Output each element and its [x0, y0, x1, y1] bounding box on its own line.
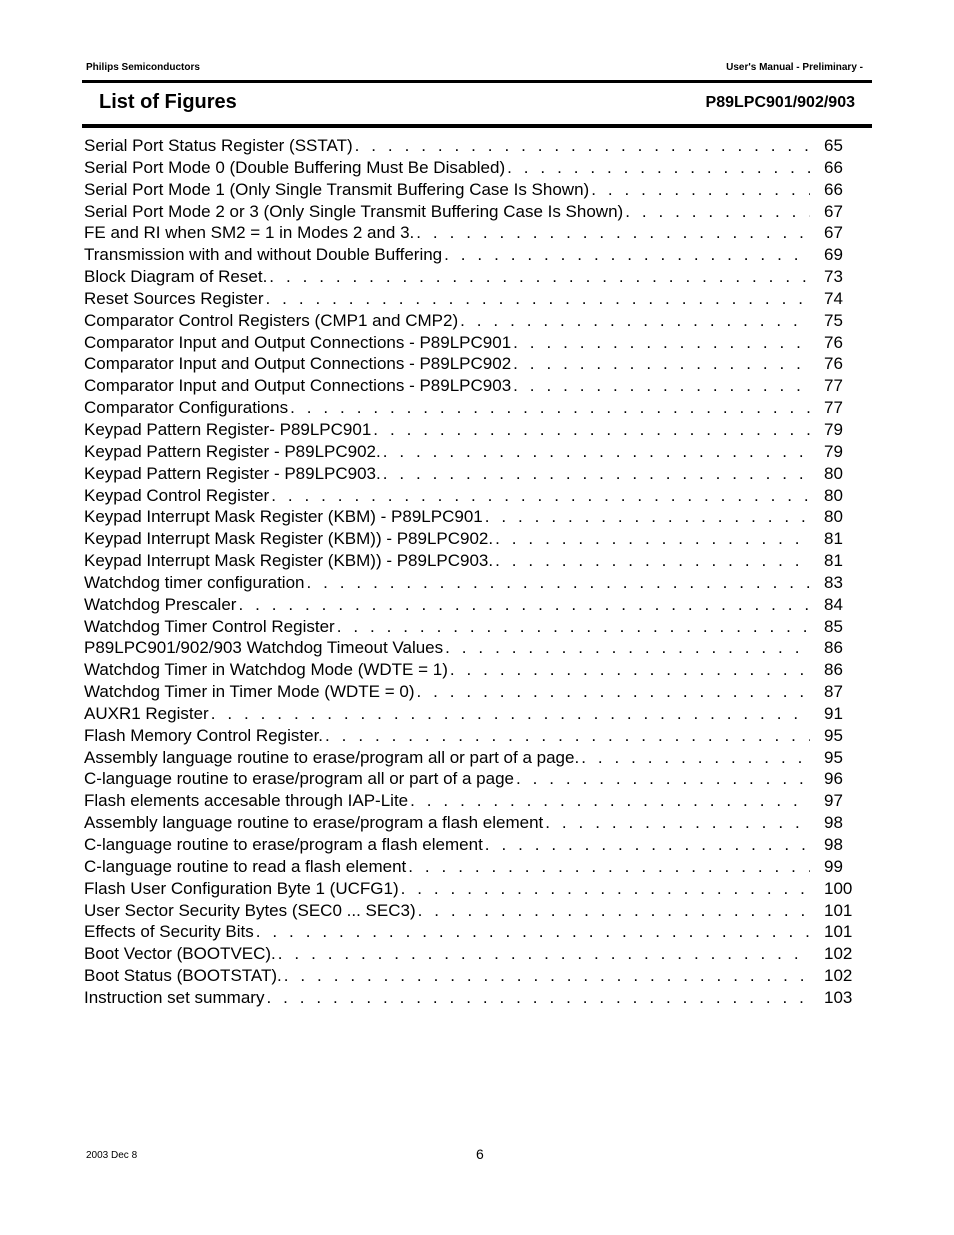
toc-entry-title: Boot Status (BOOTSTAT). — [84, 966, 282, 986]
toc-entry-page: 101 — [824, 900, 853, 920]
header-company: Philips Semiconductors — [86, 62, 200, 73]
toc-entry[interactable] — [84, 572, 864, 594]
toc-entry[interactable] — [84, 353, 864, 375]
toc-entry[interactable] — [84, 834, 864, 856]
toc-entry[interactable] — [84, 463, 864, 485]
toc-entry-page: 81 — [824, 529, 843, 549]
toc-entry-page: 95 — [824, 747, 843, 767]
toc-dot-leader — [266, 288, 810, 310]
toc-entry-page: 67 — [824, 201, 843, 221]
toc-entry-title: Effects of Security Bits — [84, 922, 254, 942]
toc-entry-title: User Sector Security Bytes (SEC0 ... SEC3) — [84, 900, 416, 920]
toc-entry[interactable] — [84, 441, 864, 463]
toc-entry-title: Keypad Interrupt Mask Register (KBM) - P89LPC901 — [84, 507, 483, 527]
toc-entry[interactable] — [84, 900, 864, 922]
toc-entry-title: Comparator Control Registers (CMP1 and CMP2) — [84, 310, 459, 330]
toc-entry[interactable] — [84, 637, 864, 659]
toc-entry-page: 73 — [824, 267, 843, 287]
toc-entry-page: 87 — [824, 682, 843, 702]
toc-entry-title: Assembly language routine to erase/program all or part of a page. — [84, 747, 580, 767]
toc-dot-leader — [408, 856, 810, 878]
toc-entry-title: P89LPC901/902/903 Watchdog Timeout Values — [84, 638, 444, 658]
toc-dot-leader — [278, 943, 810, 965]
toc-dot-leader — [238, 594, 810, 616]
toc-entry-page: 91 — [824, 703, 843, 723]
toc-dot-leader — [383, 441, 810, 463]
toc-entry-page: 77 — [824, 398, 843, 418]
toc-entry-title: Serial Port Mode 0 (Double Buffering Must Be Disabled) — [84, 157, 506, 177]
toc-dot-leader — [445, 637, 810, 659]
toc-entry-title: Serial Port Mode 2 or 3 (Only Single Transmit Buffering Case Is Shown) — [84, 201, 624, 221]
toc-dot-leader — [266, 987, 810, 1009]
toc-entry[interactable] — [84, 485, 864, 507]
toc-dot-leader — [416, 222, 810, 244]
toc-entry[interactable] — [84, 157, 864, 179]
toc-dot-leader — [460, 310, 810, 332]
toc-entry-page: 80 — [824, 485, 843, 505]
toc-dot-leader — [545, 812, 810, 834]
toc-entry-title: Flash Memory Control Register. — [84, 725, 324, 745]
toc-entry-page: 84 — [824, 594, 843, 614]
toc-entry-page: 81 — [824, 551, 843, 571]
toc-entry[interactable] — [84, 288, 864, 310]
toc-dot-leader — [513, 332, 810, 354]
header-top-rule — [82, 80, 872, 83]
part-number: P89LPC901/902/903 — [705, 94, 855, 111]
toc-entry-page: 101 — [824, 922, 853, 942]
toc-entry-page: 98 — [824, 835, 843, 854]
toc-entry[interactable] — [84, 201, 864, 223]
toc-entry-page: 86 — [824, 638, 843, 658]
header-manual-label: User's Manual - Preliminary - — [726, 62, 863, 73]
toc-entry-page: 76 — [824, 354, 843, 374]
toc-entry[interactable] — [84, 725, 864, 747]
toc-entry-page: 96 — [824, 769, 843, 789]
toc-entry[interactable] — [84, 506, 864, 528]
toc-dot-leader — [373, 419, 810, 441]
toc-dot-leader — [485, 506, 810, 528]
toc-entry-title: Reset Sources Register — [84, 288, 264, 308]
toc-entry-title: Comparator Input and Output Connections - P89LPC901 — [84, 332, 512, 352]
toc-entry[interactable] — [84, 594, 864, 616]
toc-entry-title: Boot Vector (BOOTVEC). — [84, 944, 276, 964]
toc-entry-page: 83 — [824, 572, 843, 592]
toc-entry-title: Comparator Input and Output Connections - P89LPC903 — [84, 376, 512, 396]
toc-entry-page: 102 — [824, 966, 853, 986]
toc-entry[interactable] — [84, 659, 864, 681]
toc-dot-leader — [271, 485, 810, 507]
toc-entry-page: 95 — [824, 725, 843, 745]
toc-entry-page: 86 — [824, 660, 843, 680]
toc-entry-title: C-language routine to erase/program a flash element — [84, 835, 483, 854]
toc-entry-title: Watchdog Timer in Watchdog Mode (WDTE = 1) — [84, 660, 448, 680]
toc-entry-page: 77 — [824, 376, 843, 396]
toc-entry[interactable] — [84, 790, 864, 812]
toc-entry-page: 97 — [824, 791, 843, 811]
toc-entry[interactable] — [84, 244, 864, 266]
toc-entry-page: 85 — [824, 616, 843, 636]
toc-entry-title: Watchdog Timer in Timer Mode (WDTE = 0) — [84, 682, 415, 702]
toc-dot-leader — [211, 703, 810, 725]
toc-entry[interactable] — [84, 943, 864, 965]
toc-dot-leader — [513, 375, 810, 397]
toc-entry[interactable] — [84, 179, 864, 201]
toc-entry[interactable] — [84, 987, 864, 1009]
toc-dot-leader — [513, 353, 810, 375]
toc-entry-page: 79 — [824, 419, 843, 439]
toc-entry-title: Flash elements accesable through IAP-Lite — [84, 791, 409, 811]
toc-entry-title: Comparator Input and Output Connections - P89LPC902 — [84, 354, 512, 374]
toc-entry[interactable] — [84, 310, 864, 332]
footer-page-number: 6 — [476, 1146, 484, 1162]
toc-entry[interactable] — [84, 856, 864, 878]
toc-entry-page: 74 — [824, 288, 843, 308]
toc-dot-leader — [269, 266, 810, 288]
toc-entry-title: C-language routine to read a flash element — [84, 856, 407, 876]
toc-entry-title: Instruction set summary — [84, 987, 265, 1007]
toc-entry[interactable] — [84, 681, 864, 703]
toc-dot-leader — [355, 135, 810, 157]
toc-entry-page: 66 — [824, 179, 843, 199]
toc-dot-leader — [450, 659, 810, 681]
toc-entry-title: C-language routine to erase/program all or part of a page — [84, 769, 514, 789]
toc-entry-page: 80 — [824, 507, 843, 527]
toc-entry-page: 80 — [824, 463, 843, 483]
toc-entry-title: Flash User Configuration Byte 1 (UCFG1) — [84, 878, 399, 898]
toc-entry[interactable] — [84, 768, 864, 790]
toc-entry-title: Comparator Configurations — [84, 398, 289, 418]
toc-entry[interactable] — [84, 921, 864, 943]
toc-dot-leader — [516, 768, 810, 790]
toc-dot-leader — [416, 681, 810, 703]
toc-dot-leader — [485, 834, 810, 856]
toc-entry-page: 67 — [824, 223, 843, 243]
toc-dot-leader — [290, 397, 810, 419]
toc-entry-page: 100 — [824, 878, 853, 898]
toc-entry-title: Keypad Interrupt Mask Register (KBM)) - P89LPC902. — [84, 529, 494, 549]
toc-entry-page: 98 — [824, 813, 843, 833]
toc-entry[interactable] — [84, 965, 864, 987]
toc-entry[interactable] — [84, 332, 864, 354]
toc-entry-title: Keypad Pattern Register - P89LPC903. — [84, 463, 381, 483]
toc-entry-title: Keypad Interrupt Mask Register (KBM)) - P89LPC903. — [84, 551, 494, 571]
toc-entry[interactable] — [84, 747, 864, 769]
toc-entry[interactable] — [84, 135, 864, 157]
toc-dot-leader — [495, 528, 810, 550]
toc-entry-title: AUXR1 Register — [84, 703, 209, 723]
toc-entry[interactable] — [84, 419, 864, 441]
toc-entry[interactable] — [84, 878, 864, 900]
toc-dot-leader — [625, 201, 810, 223]
toc-entry[interactable] — [84, 812, 864, 834]
toc-entry[interactable] — [84, 703, 864, 725]
toc-entry-page: 103 — [824, 987, 853, 1007]
toc-dot-leader — [507, 157, 810, 179]
toc-dot-leader — [383, 463, 810, 485]
toc-dot-leader — [325, 725, 810, 747]
toc-entry-title: Serial Port Status Register (SSTAT) — [84, 136, 353, 155]
toc-entry-page: 76 — [824, 332, 843, 352]
toc-entry-title: Transmission with and without Double Buffering — [84, 245, 443, 265]
toc-entry-page: 65 — [824, 136, 843, 155]
toc-entry-title: Keypad Pattern Register- P89LPC901 — [84, 419, 372, 439]
toc-dot-leader — [306, 572, 810, 594]
toc-dot-leader — [256, 921, 810, 943]
toc-entry-title: FE and RI when SM2 = 1 in Modes 2 and 3. — [84, 223, 415, 243]
toc-entry-title: Block Diagram of Reset. — [84, 267, 268, 287]
toc-entry-title: Watchdog Timer Control Register — [84, 616, 335, 636]
toc-entry-page: 66 — [824, 157, 843, 177]
toc-entry-title: Watchdog timer configuration — [84, 572, 305, 592]
toc-entry-title: Watchdog Prescaler — [84, 594, 237, 614]
toc-dot-leader — [337, 616, 810, 638]
toc-dot-leader — [581, 747, 810, 769]
toc-dot-leader — [444, 244, 810, 266]
toc-dot-leader — [418, 900, 810, 922]
toc-entry-title: Serial Port Mode 1 (Only Single Transmit Buffering Case Is Shown) — [84, 179, 590, 199]
toc-entry[interactable] — [84, 528, 864, 550]
toc-dot-leader — [284, 965, 810, 987]
toc-entry[interactable] — [84, 266, 864, 288]
toc-dot-leader — [410, 790, 810, 812]
toc-entry[interactable] — [84, 550, 864, 572]
toc-entry[interactable] — [84, 616, 864, 638]
toc-entry-page: 99 — [824, 856, 843, 876]
toc-entry[interactable] — [84, 397, 864, 419]
footer-date: 2003 Dec 8 — [86, 1150, 138, 1161]
page-title: List of Figures — [99, 91, 237, 113]
toc-dot-leader — [401, 878, 810, 900]
toc-entry-page: 69 — [824, 245, 843, 265]
toc-entry[interactable] — [84, 222, 864, 244]
toc-entry-title: Keypad Control Register — [84, 485, 270, 505]
toc-entry-title: Assembly language routine to erase/program a flash element — [84, 813, 544, 833]
toc-entry-page: 79 — [824, 441, 843, 461]
toc-entry-page: 75 — [824, 310, 843, 330]
toc-dot-leader — [591, 179, 810, 201]
header-bottom-rule — [82, 124, 872, 128]
toc-dot-leader — [495, 550, 810, 572]
toc-entry[interactable] — [84, 375, 864, 397]
figure-list — [84, 135, 864, 1009]
toc-entry-title: Keypad Pattern Register - P89LPC902. — [84, 441, 381, 461]
toc-entry-page: 102 — [824, 944, 853, 964]
